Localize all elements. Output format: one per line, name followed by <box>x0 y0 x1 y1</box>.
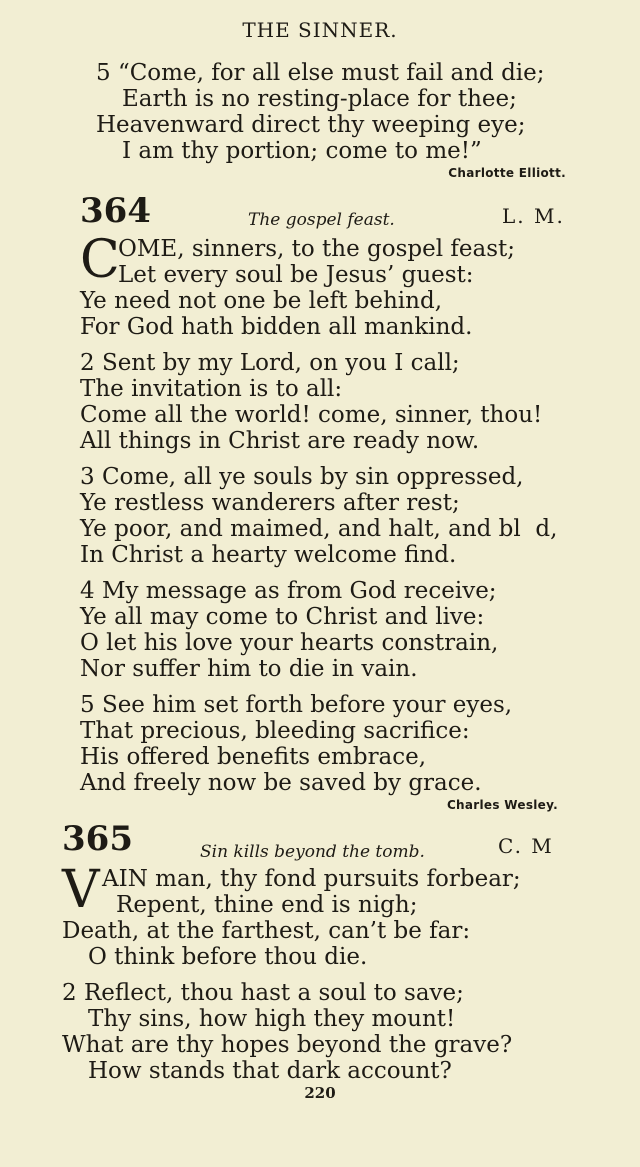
hymn-line: Ye restless wanderers after rest; <box>80 490 460 516</box>
drop-cap: V <box>62 860 100 920</box>
hymn-line: 2 Sent by my Lord, on you I call; <box>80 350 460 376</box>
hymn-line: O think before thou die. <box>88 944 368 970</box>
hymn-title: Sin kills beyond the tomb. <box>200 842 425 862</box>
hymn-number: 365 <box>62 819 133 859</box>
page-number: 220 <box>304 1084 336 1102</box>
prev-hymn-line: Earth is no resting-place for thee; <box>122 86 517 112</box>
hymn-line: O let his love your hearts constrain, <box>80 630 499 656</box>
hymn-line: Nor suffer him to die in vain. <box>80 656 418 682</box>
hymn-line: His offered benefits embrace, <box>80 744 427 770</box>
prev-hymn-line: 5 “Come, for all else must fail and die; <box>96 60 545 86</box>
hymn-number: 364 <box>80 191 151 231</box>
hymn-line: Repent, thine end is nigh; <box>116 892 418 918</box>
hymn-line: Let every soul be Jesus’ guest: <box>118 262 474 288</box>
hymn-line: How stands that dark account? <box>88 1058 452 1084</box>
hymn-line: Ye all may come to Christ and live: <box>80 604 485 630</box>
prev-hymn-author: Charlotte Elliott. <box>448 166 566 180</box>
hymn-line: 3 Come, all ye souls by sin oppressed, <box>80 464 524 490</box>
hymn-line: In Christ a hearty welcome find. <box>80 542 457 568</box>
prev-hymn-line: I am thy portion; come to me!” <box>122 138 482 164</box>
prev-hymn-line: Heavenward direct thy weeping eye; <box>96 112 526 138</box>
hymn-line: And freely now be saved by grace. <box>80 770 482 796</box>
hymn-line: For God hath bidden all mankind. <box>80 314 473 340</box>
hymn-line: Come all the world! come, sinner, thou! <box>80 402 543 428</box>
hymn-meter: C. M <box>498 834 554 858</box>
hymn-line: That precious, bleeding sacrifice: <box>80 718 470 744</box>
hymn-line: The invitation is to all: <box>80 376 343 402</box>
hymn-line: What are thy hopes beyond the grave? <box>62 1032 513 1058</box>
hymn-line: Ye poor, and maimed, and halt, and bl d, <box>80 516 558 542</box>
hymn-author: Charles Wesley. <box>446 798 558 812</box>
hymn-line: All things in Christ are ready now. <box>80 428 480 454</box>
hymn-meter: L. M. <box>502 204 565 228</box>
hymn-line: 2 Reflect, thou hast a soul to save; <box>62 980 464 1006</box>
hymn-line: 4 My message as from God receive; <box>80 578 497 604</box>
hymn-line: Thy sins, how high they mount! <box>88 1006 456 1032</box>
hymn-line: AIN man, thy fond pursuits forbear; <box>102 866 521 892</box>
hymn-line: Ye need not one be left behind, <box>80 288 443 314</box>
hymn-title: The gospel feast. <box>248 210 395 230</box>
hymn-line: 5 See him set forth before your eyes, <box>80 692 513 718</box>
running-title: THE SINNER. <box>242 18 398 42</box>
hymn-line: OME, sinners, to the gospel feast; <box>118 236 516 262</box>
drop-cap: C <box>80 230 120 290</box>
hymn-line: Death, at the farthest, can’t be far: <box>62 918 471 944</box>
